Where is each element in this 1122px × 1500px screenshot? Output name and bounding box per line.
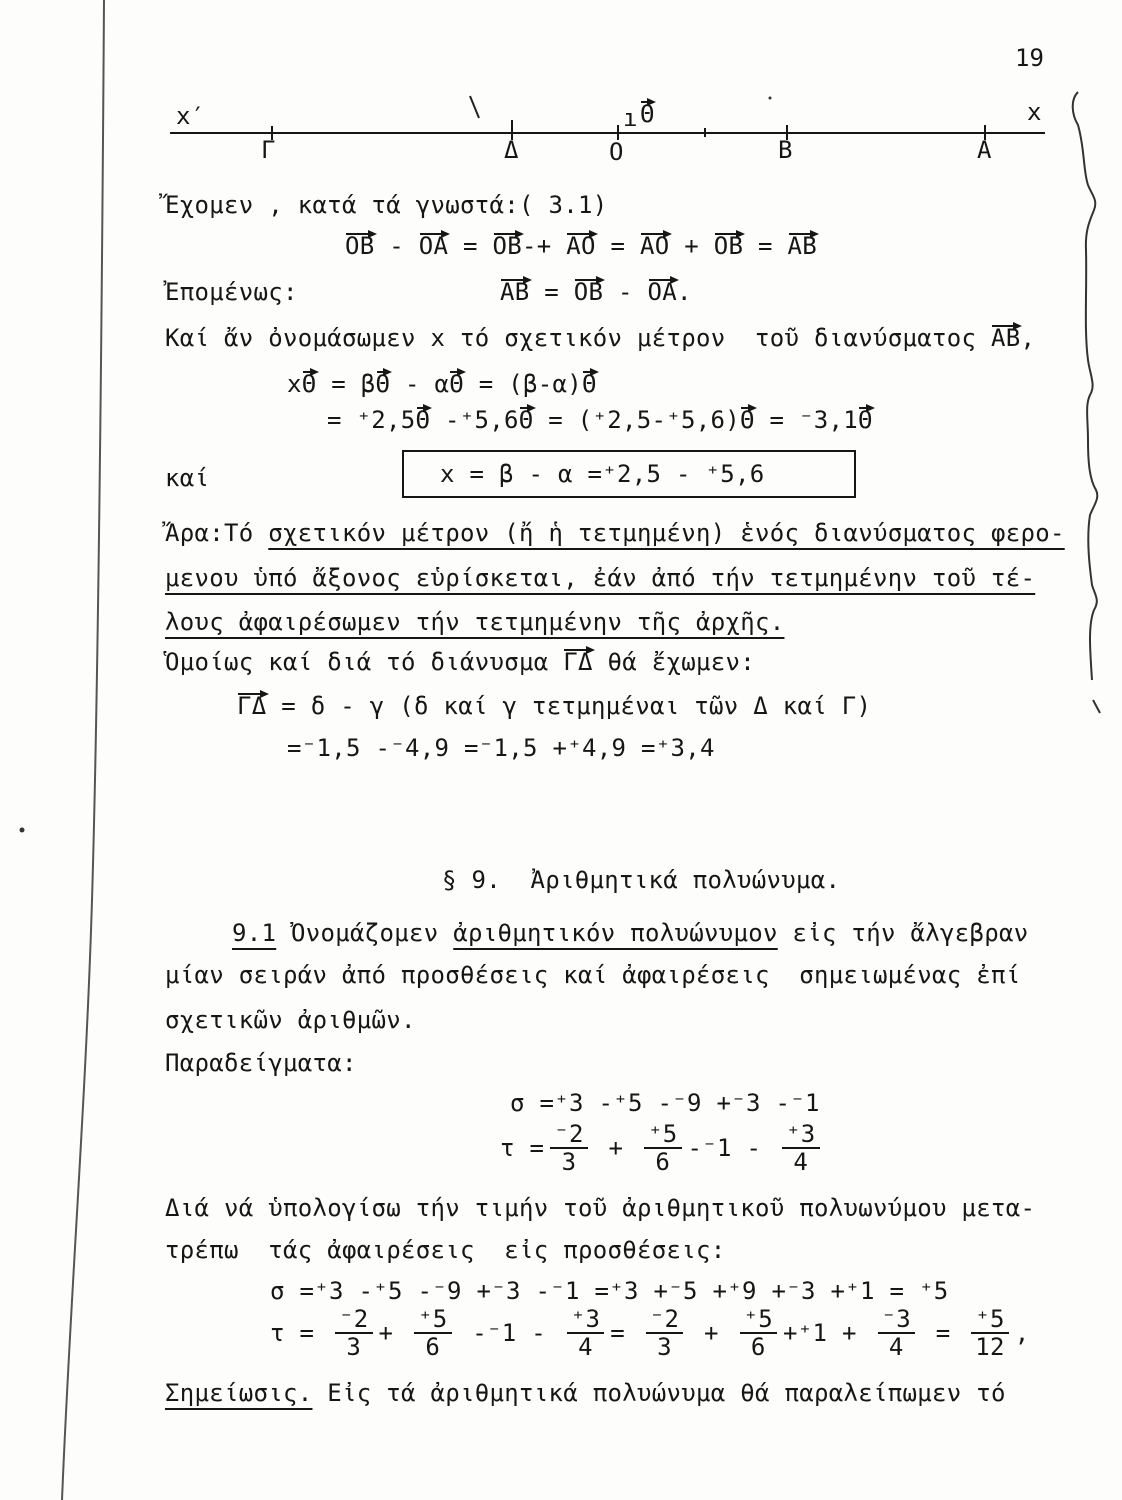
- underlined-text: Σημείωσις.: [165, 1379, 313, 1407]
- axis-left-label: x′: [176, 102, 205, 130]
- intro-line: [165, 190, 607, 220]
- text-run: -⁻1 -: [457, 1319, 561, 1347]
- measure-equation-line: [287, 369, 597, 399]
- text-run: =: [595, 232, 640, 260]
- text-run: +: [378, 1319, 408, 1347]
- fraction-numerator: ⁺5: [414, 1306, 452, 1334]
- vector-symbol: AB: [990, 324, 1021, 352]
- text-run: =: [610, 1319, 640, 1347]
- vector-equation-line: [345, 231, 817, 261]
- text-run: =: [529, 278, 574, 306]
- text-run: εἰς τήν ἄλγεβραν: [777, 919, 1029, 947]
- fraction: [567, 1306, 605, 1360]
- consequently-label: [165, 277, 298, 307]
- text-run: =: [743, 232, 788, 260]
- gamma-delta-numeric: [287, 733, 715, 763]
- tau-computation: [270, 1303, 1030, 1363]
- vector-symbol: ΓΔ: [237, 692, 267, 720]
- measure-numeric-line: [327, 405, 873, 435]
- vector-symbol: OB: [345, 232, 375, 260]
- text-run: Καί ἄν ὀνομάσωμεν x τό σχετικόν μέτρον τοῦ διανύσματος: [165, 324, 991, 352]
- boxed-formula: [402, 450, 856, 498]
- text-run: θά ἔχωμεν:: [592, 648, 755, 676]
- vector-difference-equation: [500, 277, 692, 307]
- compute-line-1: [165, 1193, 1035, 1223]
- axis-unit-mark: ı: [623, 104, 638, 132]
- text-run: Ὀνομάζομεν: [276, 919, 454, 947]
- text-run: = δ - γ (δ καί γ τετμημέναι τῶν Δ καί Γ): [266, 692, 872, 720]
- text-run: = β: [316, 370, 376, 398]
- vector-symbol: Θ: [740, 406, 755, 434]
- binding-edge-line: [62, 0, 104, 1500]
- fraction: [878, 1306, 916, 1360]
- vector-symbol: Θ: [449, 370, 464, 398]
- sigma-example: [510, 1088, 820, 1118]
- rule-line-3: [165, 607, 784, 637]
- text-run: σχετικῶν ἀριθμῶν.: [165, 1006, 416, 1034]
- text-run: x = β - α =⁺2,5 - ⁺5,6: [440, 460, 765, 488]
- margin-dot: [20, 828, 25, 833]
- text-run: -+: [522, 232, 567, 260]
- fraction: [646, 1306, 684, 1360]
- sigma-computation: [270, 1276, 948, 1306]
- section-heading: [442, 865, 840, 895]
- axis-right-label: x: [1027, 98, 1042, 126]
- fraction-numerator: ⁺5: [644, 1121, 682, 1149]
- text-run: +: [593, 1134, 638, 1162]
- text-run: x: [287, 370, 302, 398]
- text-run: τ =: [270, 1319, 329, 1347]
- text-run: = ⁺2,5: [327, 406, 416, 434]
- fraction-denominator: 6: [425, 1333, 441, 1361]
- fraction-numerator: ⁺3: [567, 1306, 605, 1334]
- definition-line-3: [165, 1005, 416, 1035]
- underlined-text: λους ἀφαιρέσωμεν τήν τετμημένην τῆς ἀρχῆς.: [165, 608, 785, 636]
- text-run: Ἄρα:Τό: [165, 519, 269, 547]
- text-run: Ὁμοίως καί διά τό διάνυσμα: [165, 648, 564, 676]
- fraction: [782, 1121, 820, 1175]
- fraction: [414, 1306, 452, 1360]
- fraction-numerator: ⁺5: [971, 1306, 1009, 1334]
- text-run: = (⁺2,5-⁺5,6): [533, 406, 740, 434]
- fraction-denominator: 12: [975, 1333, 1005, 1361]
- text-run: -: [374, 232, 419, 260]
- vector-symbol: AB: [500, 278, 530, 306]
- fraction-denominator: 4: [793, 1148, 809, 1176]
- underlined-text: σχετικόν μέτρον (ἤ ἡ τετμημένη) ἑνός διανύσματος φερο-: [268, 519, 1065, 547]
- text-run: καί: [165, 464, 210, 492]
- text-run: Εἰς τά ἀριθμητικά πολυώνυμα θά παραλείπωμεν τό: [312, 1379, 1006, 1407]
- vector-symbol: Θ: [858, 406, 873, 434]
- vector-symbol: AO: [566, 232, 596, 260]
- examples-label: [165, 1048, 357, 1078]
- fraction-denominator: 4: [578, 1333, 593, 1361]
- text-run: =: [448, 232, 493, 260]
- axis-point-gamma: Γ: [261, 136, 276, 164]
- text-run: σ =⁺3 -⁺5 -⁻9 +⁻3 -⁻1 =⁺3 +⁻5 +⁺9 +⁻3 +⁺1 = ⁺5: [270, 1277, 949, 1305]
- text-run: Παραδείγματα:: [165, 1049, 357, 1077]
- text-run: Ἐπομένως:: [165, 278, 298, 306]
- vector-symbol: OB: [492, 232, 522, 260]
- vector-symbol: Θ: [415, 406, 431, 434]
- fraction: [550, 1121, 588, 1175]
- page-number: 19: [1015, 44, 1044, 72]
- stray-dot: [769, 97, 772, 100]
- vector-symbol: Θ: [375, 370, 391, 398]
- rule-line-1: [165, 518, 1065, 548]
- margin-bracket: [1073, 92, 1098, 680]
- note-line: [165, 1378, 1006, 1408]
- text-run: +: [689, 1319, 734, 1347]
- stray-pen-mark: [470, 96, 479, 118]
- fraction: [644, 1121, 682, 1175]
- text-run: = ⁻3,1: [754, 406, 858, 434]
- axis-point-a: A: [977, 136, 992, 164]
- text-run: § 9. Ἀριθμητικά πολυώνυμα.: [442, 866, 841, 894]
- underlined-text: 9.1: [232, 919, 277, 947]
- fraction: [740, 1306, 778, 1360]
- fraction-denominator: 3: [561, 1148, 577, 1176]
- text-run: = (β-α): [464, 370, 582, 398]
- definition-line-1: [232, 918, 1028, 948]
- text-run: ,: [1014, 1319, 1030, 1347]
- definition-line-2: [165, 960, 1020, 990]
- axis-point-delta: Δ: [504, 136, 519, 164]
- vector-symbol: AO: [640, 232, 670, 260]
- vector-symbol: OA: [647, 278, 677, 306]
- vector-symbol: OB: [573, 278, 604, 306]
- fraction-numerator: ⁻3: [878, 1306, 916, 1334]
- axis-point-origin: O: [609, 138, 624, 166]
- text-run: - α: [390, 370, 450, 398]
- compute-line-2: [165, 1235, 725, 1265]
- and-label: [165, 463, 209, 493]
- text-run: -⁻1 -: [687, 1134, 776, 1162]
- axis-point-b: B: [778, 136, 793, 164]
- measure-definition-line: [165, 323, 1035, 353]
- tau-example: [500, 1118, 826, 1178]
- fraction: [971, 1306, 1009, 1360]
- text-run: Ἔχομεν , κατά τά γνωστά:( 3.1): [165, 191, 608, 219]
- text-run: .: [677, 278, 692, 306]
- text-run: σ =⁺3 -⁺5 -⁻9 +⁻3 -⁻1: [510, 1089, 820, 1117]
- text-run: τ =: [500, 1134, 545, 1162]
- fraction-denominator: 4: [888, 1333, 904, 1361]
- vector-symbol: OB: [713, 232, 744, 260]
- vector-symbol: ΓΔ: [563, 648, 593, 676]
- text-run: -⁺5,6: [430, 406, 519, 434]
- vector-symbol: Θ: [582, 370, 597, 398]
- similarly-line: [165, 647, 755, 677]
- axis-unit-vector: Θ: [640, 100, 655, 128]
- fraction-numerator: ⁻2: [646, 1306, 684, 1334]
- fraction-denominator: 6: [655, 1148, 671, 1176]
- text-run: τρέπω τάς ἀφαιρέσεις εἰς προσθέσεις:: [165, 1236, 726, 1264]
- vector-symbol: Θ: [518, 406, 534, 434]
- margin-tick-mark: [1093, 700, 1100, 713]
- vector-symbol: Θ: [301, 370, 317, 398]
- text-run: ,: [1020, 324, 1036, 352]
- fraction-denominator: 3: [346, 1333, 362, 1361]
- fraction: [335, 1306, 373, 1360]
- text-run: +: [669, 232, 714, 260]
- text-run: =⁻1,5 -⁻4,9 =⁻1,5 +⁺4,9 =⁺3,4: [287, 734, 715, 762]
- text-run: Διά νά ὑπολογίσω τήν τιμήν τοῦ ἀριθμητικοῦ πολυωνύμου μετα-: [165, 1194, 1036, 1222]
- text-run: =: [921, 1319, 966, 1347]
- text-run: +⁺1 +: [783, 1319, 872, 1347]
- fraction-denominator: 3: [657, 1333, 672, 1361]
- text-run: -: [603, 278, 648, 306]
- fraction-denominator: 6: [750, 1333, 766, 1361]
- underlined-text: μενου ὑπό ἄξονος εὑρίσκεται, ἐάν ἀπό τήν τετμημένην τοῦ τέ-: [165, 564, 1036, 592]
- fraction-numerator: ⁻2: [335, 1306, 373, 1334]
- vector-symbol: OA: [418, 232, 449, 260]
- underlined-text: ἀριθμητικόν πολυώνυμον: [453, 919, 778, 947]
- gamma-delta-equation: [237, 691, 871, 721]
- fraction-numerator: ⁻2: [550, 1121, 588, 1149]
- text-run: μίαν σειράν ἀπό προσθέσεις καί ἀφαιρέσεις σημειωμένας ἐπί: [165, 961, 1021, 989]
- vector-symbol: AB: [787, 232, 817, 260]
- fraction-numerator: ⁺5: [740, 1306, 778, 1334]
- rule-line-2: [165, 563, 1035, 593]
- fraction-numerator: ⁺3: [782, 1121, 820, 1149]
